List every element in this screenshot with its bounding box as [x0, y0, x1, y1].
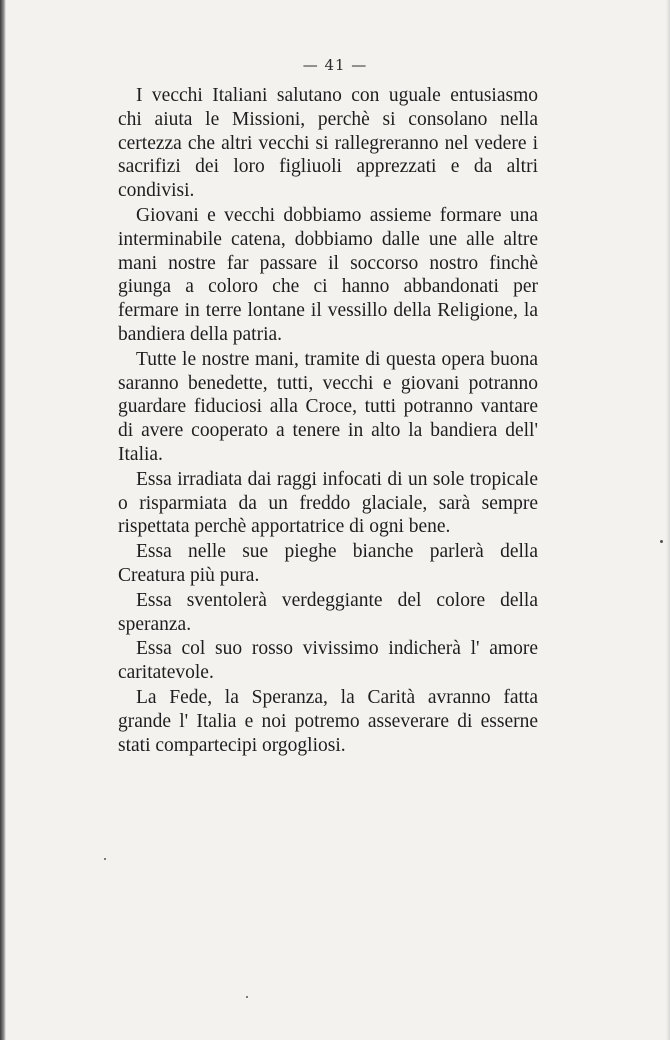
- paper-speck: [104, 858, 106, 860]
- paragraph-1: I vecchi Italiani salutano con uguale entusiasmo chi aiuta le Missioni, perchè si consolano nella certezza che altri vecchi si rallegreranno nel vedere i sacrifizi dei loro figliuoli apprezzati e da altri condivisi.: [118, 85, 538, 202]
- paragraph-6: Essa sventolerà verdeggiante del colore della speranza.: [118, 589, 538, 635]
- paragraph-3: Tutte le nostre mani, tramite di questa opera buona saranno benedette, tutti, vecchi e giovani potranno guardare fiduciosi alla Croce, tutti potranno vantare di avere cooperato a tenere in alto la bandiera dell' Italia.: [118, 348, 538, 465]
- paper-speck: [246, 996, 248, 998]
- paragraph-2: Giovani e vecchi dobbiamo assieme formare una interminabile catena, dobbiamo dalle une alle altre mani nostre far passare il soccorso nostro finchè giunga a coloro che ci hanno abbandonati per fermare in terre lontane il vessillo della Religione, la bandiera della patria.: [118, 204, 538, 345]
- paragraph-8: La Fede, la Speranza, la Carità avranno fatta grande l' Italia e noi potremo asseverare di esserne stati compartecipi orgogliosi.: [118, 686, 538, 756]
- paragraph-4: Essa irradiata dai raggi infocati di un sole tropicale o risparmiata da un freddo glaciale, sarà sempre rispettata perchè apportatrice di ogni bene.: [118, 468, 538, 538]
- page-binding-shadow: [0, 0, 6, 1040]
- page-number: — 41 —: [302, 56, 368, 74]
- body-text: [118, 84, 538, 757]
- page-edge-shadow: [666, 0, 670, 1040]
- paragraph-7: Essa col suo rosso vivissimo indicherà l' amore caritatevole.: [118, 638, 538, 684]
- paper-speck: [660, 540, 663, 543]
- paragraph-5: Essa nelle sue pieghe bianche parlerà della Creatura più pura.: [118, 541, 538, 586]
